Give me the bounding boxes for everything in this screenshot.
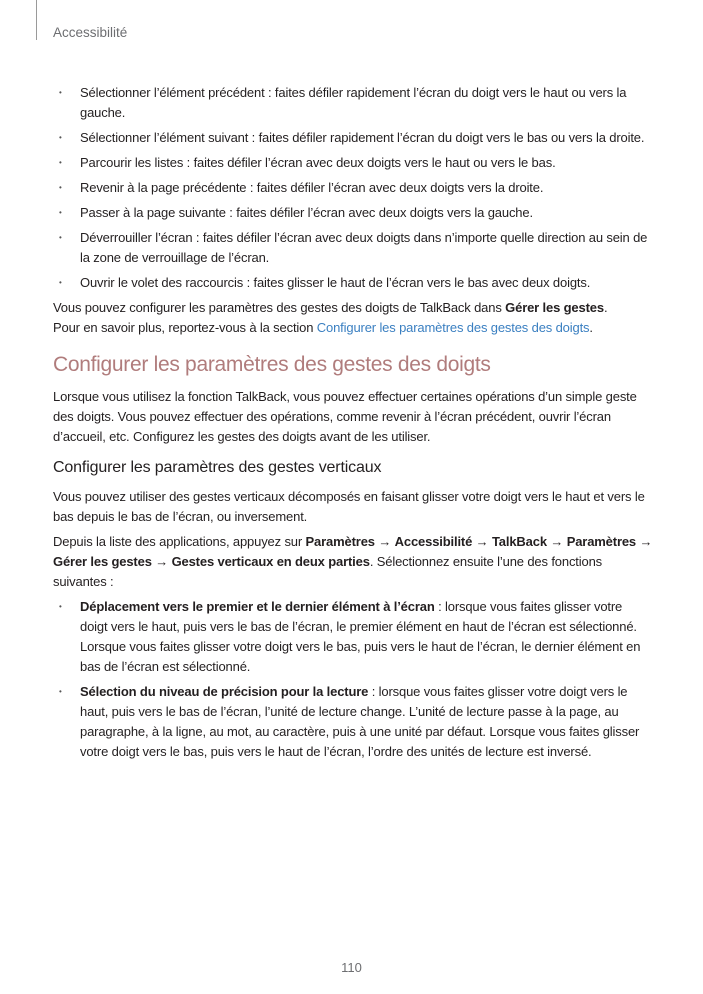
path-arrow: →	[374, 534, 395, 549]
header-title: Accessibilité	[53, 25, 128, 40]
path-arrow: →	[472, 534, 492, 549]
gesture-list	[53, 83, 653, 293]
path-step: Gérer les gestes	[53, 554, 152, 569]
list-item	[53, 682, 653, 762]
path-step: TalkBack	[491, 534, 547, 549]
list-item: • Sélectionner l’élément suivant : faites défiler rapidement l’écran du doigt vers le bas ou vers la droite.	[53, 128, 653, 148]
option-title: Sélection du niveau de précision pour la lecture	[80, 684, 369, 699]
path-prefix: Depuis la liste des applications, appuyez sur	[53, 534, 306, 549]
page-content	[53, 83, 653, 767]
list-item: • Revenir à la page précédente : faites défiler l’écran avec deux doigts vers la droite.	[53, 178, 653, 198]
config-note-text: Vous pouvez configurer les paramètres des gestes des doigts de TalkBack dans	[53, 300, 506, 315]
list-item: • Parcourir les listes : faites défiler l’écran avec deux doigts vers le haut ou vers le bas.	[53, 153, 653, 173]
subsection-intro: Vous pouvez utiliser des gestes verticaux décomposés en faisant glisser votre doigt vers le haut et vers le bas depuis le bas de l’écran, ou inversement.	[53, 489, 645, 524]
list-item: • Sélectionner l’élément précédent : faites défiler rapidement l’écran du doigt vers le haut ou vers la gauche.	[53, 83, 653, 123]
path-step: Accessibilité	[394, 534, 473, 549]
section-title: Configurer les paramètres des gestes des doigts	[53, 353, 491, 376]
list-item: • Passer à la page suivante : faites défiler l’écran avec deux doigts vers la gauche.	[53, 203, 653, 223]
path-arrow: →	[546, 534, 567, 549]
config-note-end: .	[589, 320, 593, 335]
path-step: Paramètres	[305, 534, 375, 549]
list-item: • Déverrouiller l’écran : faites défiler l’écran avec deux doigts dans n’importe quelle direction au sein de la zone de verrouillage de l’écran.	[53, 228, 653, 268]
option-text: : lorsque vous faites glisser votre doigt vers le haut, puis vers le bas de l’écran, l’unité de lecture change. L’unité de lecture passe à la page, au paragraphe, à la ligne, au mot, au caractère, puis à une unité par défaut. Lorsque vous faites glisser votre doigt vers le bas, puis vers le haut de l’écran, l’ordre des unités de lecture est inversé.	[80, 684, 640, 759]
path-step: Gestes verticaux en deux parties	[171, 554, 370, 569]
settings-path	[53, 532, 653, 592]
path-step: Paramètres	[566, 534, 637, 549]
header-rule	[36, 0, 37, 40]
path-arrow: →	[151, 554, 172, 569]
manage-gestures-label: Gérer les gestes	[505, 300, 604, 315]
list-item	[53, 597, 653, 677]
option-text: : lorsque vous faites glisser votre doigt vers le haut, puis vers le bas de l’écran, le premier élément en haut de l’écran est sélectionné. Lorsque vous faites glisser votre doigt vers le bas, puis vers le haut de l’écran, le dernier élément en bas de l’écran est sélectionné.	[80, 599, 641, 674]
option-title: Déplacement vers le premier et le dernier élément à l’écran	[80, 599, 435, 614]
list-item: • Ouvrir le volet des raccourcis : faites glisser le haut de l’écran vers le bas avec deux doigts.	[53, 273, 653, 293]
section-intro: Lorsque vous utilisez la fonction TalkBack, vous pouvez effectuer certaines opérations d’un simple geste des doigts. Vous pouvez effectuer des opérations, comme revenir à l’écran précédent, ouvrir l’écran d’accueil, etc. Configurez les gestes des doigts avant de les utiliser.	[53, 389, 637, 444]
option-list	[53, 597, 653, 762]
config-note-text-2: . Pour en savoir plus, reportez-vous à la section	[53, 300, 608, 335]
subsection-title: Configurer les paramètres des gestes verticaux	[53, 459, 382, 476]
path-arrow: →	[636, 534, 653, 549]
config-note	[53, 298, 653, 338]
page-number: 110	[341, 960, 362, 975]
section-link[interactable]: Configurer les paramètres des gestes des doigts	[316, 320, 590, 335]
path-suffix: . Sélectionnez ensuite l’une des fonctions suivantes :	[53, 554, 603, 589]
